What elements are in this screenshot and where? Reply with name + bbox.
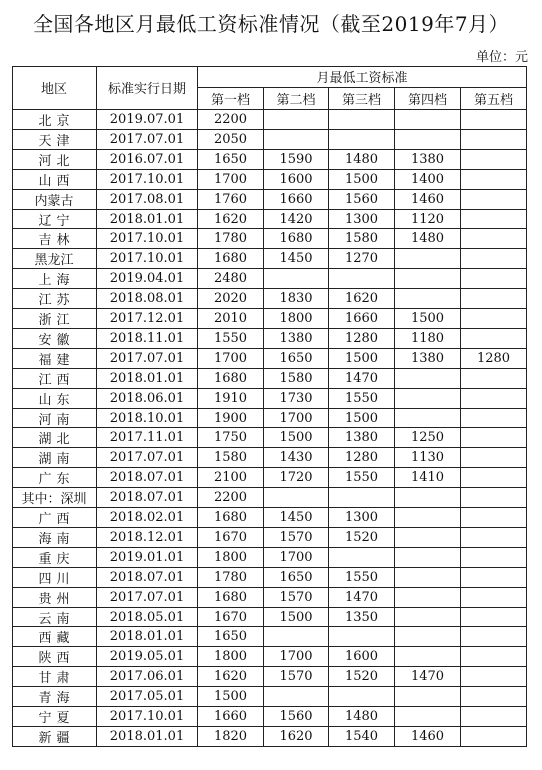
- table-row-tier-4: [395, 508, 461, 528]
- header-tier-3: 第三档: [329, 88, 395, 110]
- table-row-tier-2: 1730: [264, 389, 329, 409]
- table-row-region: 广西: [12, 508, 97, 528]
- table-row-tier-1: 1660: [198, 707, 264, 727]
- table-row-date: 2017.12.01: [97, 309, 198, 329]
- table-row-date: 2019.05.01: [97, 647, 198, 667]
- table-row-region: 重庆: [12, 548, 97, 568]
- table-row-tier-1: 1670: [198, 608, 264, 627]
- table-row-date: 2018.07.01: [97, 468, 198, 488]
- table-row-tier-4: 1500: [395, 309, 461, 329]
- table-row-tier-1: 1780: [198, 568, 264, 588]
- table-row-tier-1: 2020: [198, 289, 264, 309]
- table-row-region: 北京: [12, 110, 97, 130]
- table-row-tier-1: 1910: [198, 389, 264, 409]
- table-row-tier-4: 1460: [395, 190, 461, 210]
- table-row-tier-1: 1750: [198, 428, 264, 448]
- table-row-tier-4: [395, 647, 461, 667]
- table-row-tier-1: 1680: [198, 508, 264, 528]
- table-row-region: 四川: [12, 568, 97, 588]
- table-row-tier-3: 1270: [329, 249, 395, 269]
- table-row-tier-5: [461, 210, 527, 229]
- header-tier-group: 月最低工资标准: [198, 66, 527, 88]
- table-row-tier-5: [461, 289, 527, 309]
- table-row-region: 辽宁: [12, 210, 97, 229]
- table-row-tier-2: [264, 488, 329, 508]
- unit-label: 单位：元: [475, 49, 528, 65]
- table-row-tier-5: [461, 269, 527, 289]
- table-row-tier-2: 1380: [264, 329, 329, 349]
- table-row-region: 湖北: [12, 428, 97, 448]
- table-row-date: 2018.11.01: [97, 329, 198, 349]
- table-row-tier-1: 1680: [198, 588, 264, 608]
- table-row-tier-2: 1680: [264, 229, 329, 249]
- table-row-region: 海南: [12, 528, 97, 548]
- page-title: 全国各地区月最低工资标准情况（截至2019年7月）: [32, 11, 510, 36]
- table-row-tier-2: 1570: [264, 667, 329, 687]
- table-row-region: 天津: [12, 130, 97, 150]
- table-row-tier-4: [395, 588, 461, 608]
- table-row-tier-2: 1560: [264, 707, 329, 727]
- table-row-tier-1: 1800: [198, 548, 264, 568]
- table-row-tier-3: 1600: [329, 647, 395, 667]
- table-row-tier-1: 2480: [198, 269, 264, 289]
- table-row-tier-3: [329, 627, 395, 647]
- table-row-tier-5: [461, 190, 527, 210]
- table-row-region: 其中：深圳: [12, 488, 97, 508]
- table-row-region: 西藏: [12, 627, 97, 647]
- table-row-tier-1: 1620: [198, 667, 264, 687]
- table-row-tier-3: 1480: [329, 150, 395, 170]
- table-row-tier-2: 1430: [264, 448, 329, 468]
- table-row-tier-4: 1400: [395, 170, 461, 190]
- table-row-tier-5: [461, 130, 527, 150]
- table-row-tier-5: 1280: [461, 349, 527, 369]
- table-row-tier-4: 1130: [395, 448, 461, 468]
- table-row-tier-1: 2010: [198, 309, 264, 329]
- table-row-tier-5: [461, 627, 527, 647]
- table-row-tier-3: 1500: [329, 409, 395, 428]
- table-row-tier-2: [264, 110, 329, 130]
- table-row-tier-5: [461, 488, 527, 508]
- table-row-tier-4: [395, 528, 461, 548]
- table-row-tier-3: 1300: [329, 210, 395, 229]
- table-row-tier-3: 1280: [329, 329, 395, 349]
- table-row-date: 2016.07.01: [97, 150, 198, 170]
- table-row-tier-1: 1680: [198, 249, 264, 269]
- table-row-tier-3: [329, 130, 395, 150]
- table-row-tier-2: 1500: [264, 428, 329, 448]
- table-row-date: 2018.01.01: [97, 627, 198, 647]
- table-row-tier-3: 1540: [329, 727, 395, 747]
- table-row-tier-1: 1900: [198, 409, 264, 428]
- table-row-tier-5: [461, 548, 527, 568]
- table-row-tier-5: [461, 170, 527, 190]
- table-row-region: 青海: [12, 687, 97, 707]
- table-row-tier-3: 1350: [329, 608, 395, 627]
- table-row-tier-3: [329, 548, 395, 568]
- table-row-tier-1: 1650: [198, 627, 264, 647]
- table-row-tier-3: 1550: [329, 468, 395, 488]
- table-row-tier-2: 1660: [264, 190, 329, 210]
- table-row-tier-1: 1500: [198, 687, 264, 707]
- table-row-tier-4: [395, 130, 461, 150]
- table-row-tier-3: 1280: [329, 448, 395, 468]
- table-row-tier-5: [461, 727, 527, 747]
- table-row-tier-2: 1650: [264, 568, 329, 588]
- header-tier-4: 第四档: [395, 88, 461, 110]
- table-row-tier-2: 1800: [264, 309, 329, 329]
- header-tier-1: 第一档: [198, 88, 264, 110]
- table-row-region: 内蒙古: [12, 190, 97, 210]
- table-row-date: 2017.05.01: [97, 687, 198, 707]
- table-row-tier-5: [461, 110, 527, 130]
- table-row-tier-5: [461, 150, 527, 170]
- table-row-date: 2017.07.01: [97, 588, 198, 608]
- table-row-tier-2: 1570: [264, 588, 329, 608]
- table-row-tier-1: 2200: [198, 110, 264, 130]
- table-row-tier-3: 1660: [329, 309, 395, 329]
- table-row-date: 2017.07.01: [97, 349, 198, 369]
- table-row-tier-3: 1550: [329, 389, 395, 409]
- table-row-tier-4: [395, 488, 461, 508]
- table-row-tier-4: [395, 548, 461, 568]
- table-row-tier-1: 2100: [198, 468, 264, 488]
- table-row-tier-2: 1600: [264, 170, 329, 190]
- table-row-region: 广东: [12, 468, 97, 488]
- table-row-region: 湖南: [12, 448, 97, 468]
- table-row-tier-1: 1780: [198, 229, 264, 249]
- table-row-region: 吉林: [12, 229, 97, 249]
- table-row-tier-3: 1480: [329, 707, 395, 727]
- table-row-tier-2: 1570: [264, 528, 329, 548]
- table-row-tier-5: [461, 667, 527, 687]
- table-row-date: 2018.02.01: [97, 508, 198, 528]
- table-row-tier-3: [329, 269, 395, 289]
- table-row-tier-4: 1410: [395, 468, 461, 488]
- table-row-date: 2017.11.01: [97, 428, 198, 448]
- table-row-tier-2: [264, 627, 329, 647]
- table-row-tier-3: 1620: [329, 289, 395, 309]
- table-row-tier-2: 1500: [264, 608, 329, 627]
- table-row-tier-1: 1680: [198, 369, 264, 389]
- table-row-tier-4: [395, 687, 461, 707]
- table-row-tier-1: 1580: [198, 448, 264, 468]
- table-row-region: 浙江: [12, 309, 97, 329]
- table-row-date: 2017.10.01: [97, 170, 198, 190]
- table-row-tier-4: 1180: [395, 329, 461, 349]
- table-row-region: 甘肃: [12, 667, 97, 687]
- table-row-tier-4: [395, 249, 461, 269]
- table-row-tier-4: [395, 289, 461, 309]
- table-row-tier-3: 1300: [329, 508, 395, 528]
- table-row-tier-1: 1550: [198, 329, 264, 349]
- table-row-tier-2: 1650: [264, 349, 329, 369]
- table-row-date: 2017.07.01: [97, 130, 198, 150]
- table-row-region: 新疆: [12, 727, 97, 747]
- table-row-tier-1: 1700: [198, 349, 264, 369]
- table-row-tier-4: 1120: [395, 210, 461, 229]
- table-row-date: 2019.04.01: [97, 269, 198, 289]
- table-row-region: 福建: [12, 349, 97, 369]
- table-row-tier-1: 1670: [198, 528, 264, 548]
- table-row-tier-5: [461, 707, 527, 727]
- table-row-tier-5: [461, 409, 527, 428]
- table-row-tier-4: 1470: [395, 667, 461, 687]
- table-row-tier-5: [461, 369, 527, 389]
- table-row-tier-2: [264, 130, 329, 150]
- table-row-tier-2: 1450: [264, 508, 329, 528]
- table-row-tier-1: 1620: [198, 210, 264, 229]
- table-row-tier-1: 1700: [198, 170, 264, 190]
- table-row-tier-3: 1550: [329, 568, 395, 588]
- table-row-tier-3: 1520: [329, 667, 395, 687]
- table-row-tier-5: [461, 588, 527, 608]
- table-row-tier-5: [461, 528, 527, 548]
- table-row-tier-1: 1820: [198, 727, 264, 747]
- table-row-date: 2017.10.01: [97, 249, 198, 269]
- table-row-region: 云南: [12, 608, 97, 627]
- table-row-tier-1: 1760: [198, 190, 264, 210]
- table-row-tier-5: [461, 568, 527, 588]
- table-row-tier-2: 1700: [264, 647, 329, 667]
- table-row-tier-4: [395, 627, 461, 647]
- header-tier-2: 第二档: [264, 88, 329, 110]
- table-row-tier-3: 1500: [329, 349, 395, 369]
- table-row-region: 山西: [12, 170, 97, 190]
- table-row-date: 2018.12.01: [97, 528, 198, 548]
- table-row-tier-3: 1380: [329, 428, 395, 448]
- table-row-tier-2: 1700: [264, 409, 329, 428]
- table-row-tier-5: [461, 647, 527, 667]
- table-row-tier-1: 2200: [198, 488, 264, 508]
- table-row-tier-3: [329, 687, 395, 707]
- table-row-region: 黑龙江: [12, 249, 97, 269]
- table-row-date: 2018.01.01: [97, 210, 198, 229]
- table-row-tier-3: 1500: [329, 170, 395, 190]
- table-row-tier-4: [395, 269, 461, 289]
- table-row-date: 2018.07.01: [97, 488, 198, 508]
- table-row-tier-5: [461, 389, 527, 409]
- table-row-tier-2: 1830: [264, 289, 329, 309]
- table-row-tier-5: [461, 249, 527, 269]
- table-row-date: 2017.06.01: [97, 667, 198, 687]
- table-row-region: 安徽: [12, 329, 97, 349]
- table-row-tier-4: 1460: [395, 727, 461, 747]
- header-date: 标准实行日期: [97, 66, 198, 110]
- table-row-tier-1: 1650: [198, 150, 264, 170]
- table-row-tier-4: [395, 568, 461, 588]
- table-row-tier-5: [461, 468, 527, 488]
- table-row-tier-2: 1580: [264, 369, 329, 389]
- table-row-region: 贵州: [12, 588, 97, 608]
- table-row-region: 上海: [12, 269, 97, 289]
- table-row-date: 2017.07.01: [97, 448, 198, 468]
- table-row-tier-5: [461, 687, 527, 707]
- table-row-tier-1: 1800: [198, 647, 264, 667]
- table-row-tier-2: [264, 269, 329, 289]
- table-row-date: 2018.05.01: [97, 608, 198, 627]
- table-row-date: 2017.10.01: [97, 229, 198, 249]
- table-row-region: 江苏: [12, 289, 97, 309]
- table-row-tier-3: [329, 110, 395, 130]
- table-row-tier-3: [329, 488, 395, 508]
- table-row-tier-3: 1560: [329, 190, 395, 210]
- table-row-date: 2018.08.01: [97, 289, 198, 309]
- table-row-tier-2: 1590: [264, 150, 329, 170]
- table-row-tier-4: 1380: [395, 349, 461, 369]
- header-tier-5: 第五档: [461, 88, 527, 110]
- table-row-tier-5: [461, 329, 527, 349]
- table-row-tier-4: [395, 389, 461, 409]
- table-row-date: 2018.07.01: [97, 568, 198, 588]
- table-row-date: 2018.06.01: [97, 389, 198, 409]
- table-row-date: 2018.01.01: [97, 369, 198, 389]
- table-row-tier-3: 1520: [329, 528, 395, 548]
- table-row-date: 2018.10.01: [97, 409, 198, 428]
- table-row-tier-4: [395, 608, 461, 627]
- table-row-tier-4: [395, 409, 461, 428]
- table-row-date: 2017.10.01: [97, 707, 198, 727]
- table-row-tier-2: 1700: [264, 548, 329, 568]
- table-row-tier-2: 1720: [264, 468, 329, 488]
- header-region: 地区: [12, 66, 97, 110]
- table-row-region: 河南: [12, 409, 97, 428]
- table-row-date: 2018.01.01: [97, 727, 198, 747]
- table-row-tier-4: [395, 707, 461, 727]
- table-row-tier-5: [461, 608, 527, 627]
- table-row-region: 江西: [12, 369, 97, 389]
- table-row-tier-4: 1380: [395, 150, 461, 170]
- table-row-tier-4: [395, 369, 461, 389]
- table-row-date: 2017.08.01: [97, 190, 198, 210]
- table-row-tier-4: 1250: [395, 428, 461, 448]
- table-row-tier-2: 1450: [264, 249, 329, 269]
- table-row-tier-1: 2050: [198, 130, 264, 150]
- table-row-tier-4: [395, 110, 461, 130]
- table-row-date: 2019.01.01: [97, 548, 198, 568]
- table-row-tier-5: [461, 229, 527, 249]
- table-row-tier-3: 1470: [329, 588, 395, 608]
- table-row-tier-3: 1470: [329, 369, 395, 389]
- table-row-tier-3: 1580: [329, 229, 395, 249]
- table-row-tier-2: 1420: [264, 210, 329, 229]
- table-row-date: 2019.07.01: [97, 110, 198, 130]
- table-row-region: 河北: [12, 150, 97, 170]
- table-row-region: 陕西: [12, 647, 97, 667]
- table-row-tier-5: [461, 508, 527, 528]
- table-row-tier-2: 1620: [264, 727, 329, 747]
- table-row-tier-4: 1480: [395, 229, 461, 249]
- table-row-tier-5: [461, 309, 527, 329]
- table-row-tier-5: [461, 448, 527, 468]
- table-row-tier-2: [264, 687, 329, 707]
- table-row-region: 宁夏: [12, 707, 97, 727]
- table-row-tier-5: [461, 428, 527, 448]
- table-row-region: 山东: [12, 389, 97, 409]
